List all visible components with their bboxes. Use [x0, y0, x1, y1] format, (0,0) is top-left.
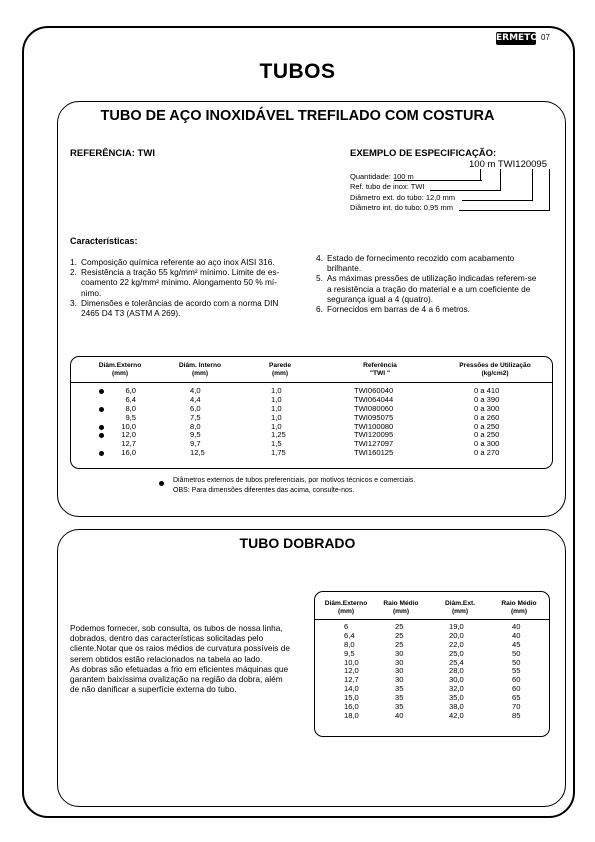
- table-cell: 1,75: [271, 448, 286, 458]
- spec-example: 100 m TWI120095: [469, 159, 547, 170]
- table-cell: 30,0: [449, 675, 464, 685]
- table-cell: 25,0: [449, 648, 464, 658]
- table-cell: 85: [512, 710, 521, 720]
- spec-item-outer-diameter: Diâmetro ext. do tubo: 12,0 mm: [350, 193, 456, 202]
- list-number: 6.: [316, 303, 323, 314]
- table-cell: 7,5: [190, 412, 201, 422]
- list-item: Resistência a tração 55 kg/mm² mínimo. Limite de es-: [81, 267, 280, 278]
- table-cell: 10,0: [344, 657, 359, 667]
- table-cell: 25: [395, 622, 404, 631]
- table-cell: 0 a 390: [474, 394, 500, 404]
- table-cell: 38,0: [449, 702, 464, 712]
- table-cell: 8,0: [125, 403, 136, 413]
- table-header-inner-diameter: Diâm. Interno (mm): [178, 362, 222, 377]
- table-cell: 0 a 270: [474, 448, 500, 458]
- preferred-bullet-icon: [99, 425, 104, 430]
- preferred-bullet-icon: [99, 389, 104, 394]
- table-cell: 35: [395, 702, 404, 712]
- table-cell: 6,0: [125, 386, 136, 395]
- table-cell: 18,0: [344, 710, 359, 720]
- table-cell: 1,0: [271, 394, 282, 404]
- list-item: nimo.: [81, 287, 102, 298]
- paragraph-line: de não danificar a superfície externa do tubo.: [70, 684, 237, 695]
- table-cell: 8,0: [190, 421, 201, 431]
- list-number: 4.: [316, 253, 323, 263]
- list-item: 2465 D4 T3 (ASTM A 269).: [81, 307, 181, 318]
- table-header-outer-diameter: Diâm.Externo (mm): [98, 362, 142, 377]
- table-cell: 30: [395, 648, 404, 658]
- table-cell: 30: [395, 657, 404, 667]
- table-cell: 12,0: [121, 430, 136, 440]
- list-item: As máximas pressões de utilização indicadas referem-se: [327, 273, 537, 284]
- table-cell: 25: [395, 630, 404, 640]
- ermeto-logo: ERMETO: [496, 33, 538, 43]
- preferred-bullet-icon: [99, 407, 104, 412]
- table-cell: 70: [512, 702, 521, 712]
- bend-column-radius: [395, 623, 403, 721]
- table-cell: 1,0: [271, 412, 282, 422]
- table-cell: 19,0: [449, 622, 464, 631]
- list-number: 2.: [70, 267, 77, 278]
- table-cell: 35,0: [449, 693, 464, 703]
- table-cell: 40: [395, 710, 404, 720]
- preferred-marker-slot: [99, 405, 107, 414]
- table-cell: TWI160125: [354, 448, 394, 458]
- spec-connector-inner-v: [549, 169, 550, 211]
- paragraph-line: Podemos fornecer, sob consulta, os tubos de nossa linha,: [70, 623, 283, 633]
- table-header-pressure: Pressões de Utilização (kg/cm2): [459, 362, 531, 377]
- table-cell: TWI064044: [354, 394, 394, 404]
- list-item: brilhante.: [327, 263, 362, 274]
- table-cell: 16,0: [121, 448, 136, 458]
- paragraph-line: serem obtidos estão relacionados na tabela ao lado.: [70, 653, 263, 664]
- column-pressure: [474, 387, 524, 458]
- table-cell: 6,0: [190, 403, 201, 413]
- bent-tube-paragraph: [70, 623, 306, 694]
- list-item: coamento 22 kg/mm² mínimo. Alongamento 50 % mí-: [81, 277, 277, 288]
- list-item: Composição química referente ao aço inox AISI 316.: [81, 257, 275, 267]
- table-cell: 8,0: [344, 639, 355, 649]
- characteristics-right-list: [316, 253, 556, 314]
- table-cell: 1,0: [271, 403, 282, 413]
- spec-connector-inner: [459, 210, 550, 211]
- list-number: 5.: [316, 273, 323, 284]
- table-cell: 60: [512, 675, 521, 685]
- table-cell: 60: [512, 684, 521, 694]
- table-cell: 1,0: [271, 421, 282, 431]
- table-cell: 1,0: [271, 386, 282, 395]
- list-item: Dimensões e tolerâncias de acordo com a norma DIN: [81, 297, 279, 308]
- preferred-bullet-icon: [99, 433, 104, 438]
- table-header-divider: [70, 382, 553, 383]
- table-cell: 28,0: [449, 666, 464, 676]
- column-inner-diameter: [190, 387, 230, 458]
- list-number: 3.: [70, 297, 77, 308]
- table-cell: TWI100080: [354, 421, 394, 431]
- table-cell: 35: [395, 693, 404, 703]
- table-cell: 9,5: [344, 648, 355, 658]
- reference-label: REFERÊNCIA: TWI: [70, 148, 155, 159]
- table-cell: 6,4: [344, 630, 355, 640]
- table-cell: 6,4: [125, 394, 136, 404]
- table-cell: 40: [512, 630, 521, 640]
- spec-connector-outer: [462, 200, 533, 201]
- table-cell: 6: [344, 622, 349, 631]
- table-header-wall: Parede (mm): [269, 362, 291, 377]
- spec-connector-quantity-v: [480, 169, 481, 181]
- table-cell: 35: [395, 684, 404, 694]
- table-cell: 25,4: [449, 657, 464, 667]
- table-cell: 20,0: [449, 630, 464, 640]
- table-cell: 42,0: [449, 710, 464, 720]
- list-item: Estado de fornecimento recozido com acabamento: [327, 253, 515, 263]
- table-cell: 16,0: [344, 702, 359, 712]
- preferred-marker-slot: [99, 387, 107, 396]
- spec-title: EXEMPLO DE ESPECIFICAÇÃO:: [350, 148, 497, 159]
- table-cell: 4,0: [190, 386, 201, 395]
- characteristics-left-list: [70, 257, 302, 318]
- characteristics-title: Características:: [70, 236, 138, 246]
- note-preferred: Diâmetros externos de tubos preferenciais, por motivos técnicos e comerciais.: [173, 477, 416, 484]
- table-cell: TWI127097: [354, 439, 394, 449]
- bend-header-outer-diameter: Diâm.Externo (mm): [324, 600, 368, 615]
- table-cell: TWI095075: [354, 412, 394, 422]
- preferred-marker-slot: [99, 449, 107, 458]
- table-cell: 12,0: [344, 666, 359, 676]
- note-obs: OBS: Para dimensões diferentes das acima, consulte-nos.: [173, 487, 355, 494]
- preferred-marker-slot: [99, 431, 107, 440]
- spec-item-quantity: Quantidade: 100 m: [350, 172, 414, 181]
- table-header-reference: Referência "TWI ": [363, 362, 397, 377]
- table-cell: 30: [395, 666, 404, 676]
- page-title: TUBOS: [259, 60, 336, 83]
- bend-column-outer-diameter-2: [449, 623, 464, 721]
- table-cell: 0 a 300: [474, 403, 500, 413]
- table-cell: 0 a 300: [474, 439, 500, 449]
- table-cell: 0 a 410: [474, 386, 500, 395]
- table-cell: 9,5: [190, 430, 201, 440]
- bend-header-divider: [314, 619, 550, 620]
- table-cell: 4,4: [190, 394, 201, 404]
- column-reference: [354, 387, 414, 458]
- legend-bullet-icon: [159, 481, 164, 486]
- spec-connector-quantity: [394, 180, 482, 181]
- paragraph-line: cliente.Notar que os raios médios de curvatura possíveis de: [70, 643, 290, 654]
- table-cell: 32,0: [449, 684, 464, 694]
- table-cell: 55: [512, 666, 521, 676]
- table-cell: TWI060040: [354, 386, 394, 395]
- spec-item-reference: Ref. tubo de inox: TWI: [350, 182, 425, 191]
- table-cell: 50: [512, 657, 521, 667]
- preferred-marker-slot: [99, 423, 107, 432]
- page-number: 07: [541, 33, 550, 42]
- list-item: a resistência a tração do material e a um coeficiente de: [327, 283, 531, 294]
- list-item: segurança igual a 4 (quatro).: [327, 293, 434, 304]
- column-outer-diameter: [108, 387, 136, 458]
- table-cell: 15,0: [344, 693, 359, 703]
- bend-header-outer-diameter-2: Diâm.Ext. (mm): [444, 600, 476, 615]
- section-title-welded-tube: TUBO DE AÇO INOXIDÁVEL TREFILADO COM COSTURA: [100, 108, 495, 124]
- preferred-markers: [99, 387, 107, 458]
- spec-connector-reference-v: [500, 169, 501, 191]
- table-cell: 30: [395, 675, 404, 685]
- table-cell: 0 a 250: [474, 430, 500, 440]
- column-wall: [271, 387, 311, 458]
- preferred-bullet-icon: [99, 451, 104, 456]
- table-cell: 25: [395, 639, 404, 649]
- table-cell: 0 a 260: [474, 412, 500, 422]
- list-number: 1.: [70, 257, 77, 267]
- spec-connector-outer-v: [532, 169, 533, 201]
- section-title-bent-tube: TUBO DOBRADO: [239, 535, 356, 551]
- spec-item-inner-diameter: Diâmetro int. do tubo: 0,95 mm: [350, 203, 453, 212]
- table-cell: TWI120095: [354, 430, 394, 440]
- table-cell: 65: [512, 693, 521, 703]
- list-item: Fornecidos em barras de 4 a 6 metros.: [327, 303, 470, 314]
- table-cell: TWI080060: [354, 403, 394, 413]
- table-cell: 9,5: [125, 412, 136, 422]
- spec-connector-reference: [430, 190, 501, 191]
- table-cell: 22,0: [449, 639, 464, 649]
- table-cell: 12,5: [190, 448, 205, 458]
- bend-header-radius: Raio Médio (mm): [383, 600, 419, 615]
- paragraph-line: garantem baixíssima ovalização na região da dobra, além: [70, 674, 283, 685]
- table-cell: 9,7: [190, 439, 201, 449]
- table-cell: 12,7: [121, 439, 136, 449]
- bend-column-outer-diameter: [344, 623, 359, 721]
- table-cell: 0 a 250: [474, 421, 500, 431]
- table-cell: 14,0: [344, 684, 359, 694]
- table-cell: 40: [512, 622, 521, 631]
- table-cell: 45: [512, 639, 521, 649]
- paragraph-line: dobrados, dentro das características solicitadas pelo: [70, 633, 264, 644]
- table-cell: 12,7: [344, 675, 359, 685]
- table-cell: 1,5: [271, 439, 282, 449]
- table-cell: 10,0: [121, 421, 136, 431]
- table-cell: 1,25: [271, 430, 286, 440]
- bend-column-radius-2: [512, 623, 520, 721]
- table-cell: 50: [512, 648, 521, 658]
- paragraph-line: As dobras são efetuadas a frio em eficientes máquinas que: [70, 663, 289, 674]
- bend-header-radius-2: Raio Médio (mm): [501, 600, 537, 615]
